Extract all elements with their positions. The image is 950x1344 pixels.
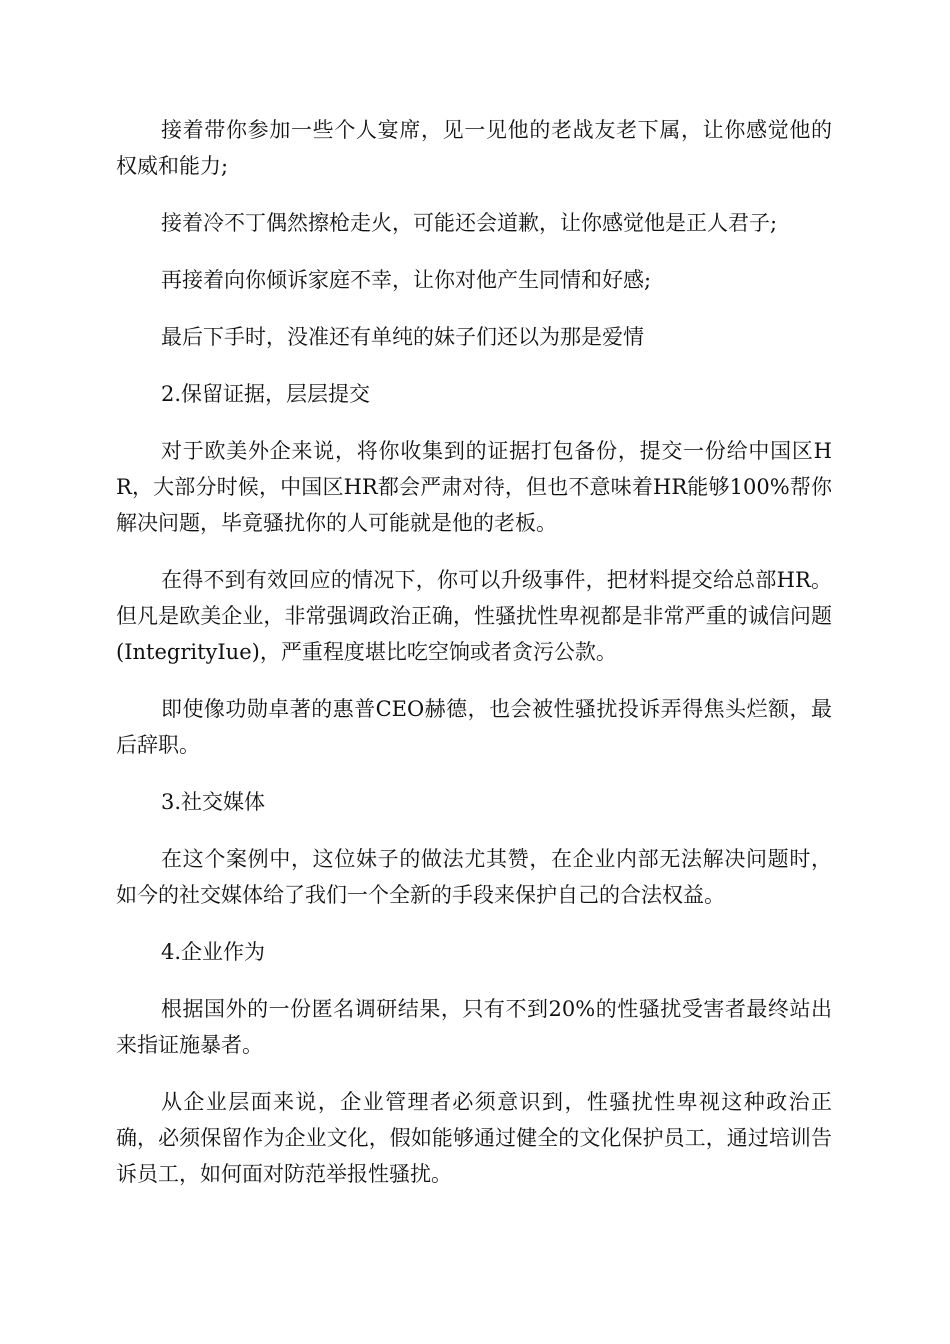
section-heading: 4.企业作为 bbox=[161, 940, 266, 964]
paragraph: 从企业层面来说，企业管理者必须意识到，性骚扰性卑视这种政治正确，必须保留作为企业文化，假如能够通过健全的文化保护员工，通过培训告诉员工，如何面对防范举报性骚扰。 bbox=[116, 1090, 832, 1186]
paragraph: 再接着向你倾诉家庭不幸，让你对他产生同情和好感; bbox=[161, 268, 652, 292]
document-body bbox=[116, 112, 832, 1213]
paragraph: 接着带你参加一些个人宴席，见一见他的老战友老下属，让你感觉他的权威和能力; bbox=[116, 118, 832, 178]
paragraph: 最后下手时，没准还有单纯的妹子们还以为那是爱情 bbox=[161, 325, 644, 349]
paragraph: 在得不到有效回应的情况下，你可以升级事件，把材料提交给总部HR。但凡是欧美企业，非常强调政治正确，性骚扰性卑视都是非常严重的诚信问题(IntegrityIue)，严重程度堪比吃空饷或者贪污公款。 bbox=[116, 568, 832, 664]
paragraph: 即使像功勋卓著的惠普CEO赫德，也会被性骚扰投诉弄得焦头烂额，最后辞职。 bbox=[116, 697, 832, 757]
section-heading: 3.社交媒体 bbox=[161, 790, 266, 814]
paragraph: 对于欧美外企来说，将你收集到的证据打包备份，提交一份给中国区HR，大部分时候，中国区HR都会严肃对待，但也不意味着HR能够100%帮你解决问题，毕竟骚扰你的人可能就是他的老板。 bbox=[116, 439, 832, 535]
paragraph: 根据国外的一份匿名调研结果，只有不到20%的性骚扰受害者最终站出来指证施暴者。 bbox=[116, 997, 832, 1057]
paragraph: 在这个案例中，这位妹子的做法尤其赞，在企业内部无法解决问题时，如今的社交媒体给了我们一个全新的手段来保护自己的合法权益。 bbox=[116, 847, 832, 907]
section-heading: 2.保留证据，层层提交 bbox=[161, 382, 371, 406]
paragraph: 接着冷不丁偶然擦枪走火，可能还会道歉，让你感觉他是正人君子; bbox=[161, 211, 778, 235]
